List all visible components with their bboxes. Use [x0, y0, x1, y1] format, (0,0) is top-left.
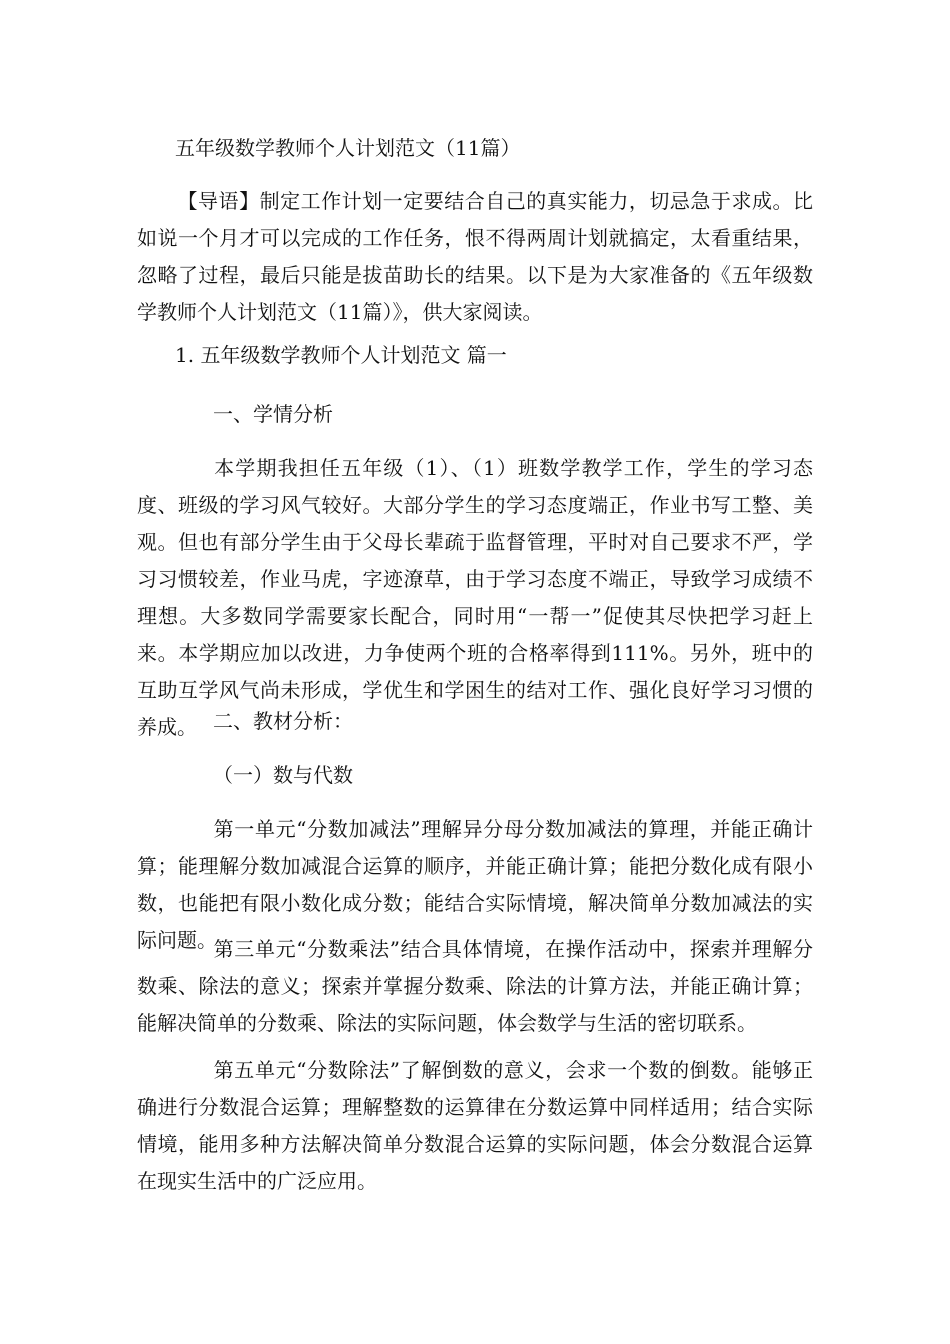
part1-text: 本学期我担任五年级（1）、（1）班数学教学工作，学生的学习态度、班级的学习风气较好。大部分学生的学习态度端正，作业书写工整、美观。但也有部分学生由于父母长辈疏于监督管理，平时对自己要求不严，学习习惯较差，作业马虎，字迹潦草，由于学习态度不端正，导致学习成绩不理想。大多数同学需要家长配合，同时用“一帮一”促使其尽快把学习赶上来。本学期应加以改进，力争使两个班的合格率得到111%。另外，班中的互助互学风气尚未形成，学优生和学困生的结对工作、强化良好学习习惯的养成。 — [137, 456, 813, 739]
unit3-paragraph — [137, 931, 813, 1042]
document-title: 五年级数学教师个人计划范文（11篇） — [175, 136, 521, 160]
part1-paragraph — [137, 450, 813, 746]
unit1-text: 第一单元“分数加减法”理解异分母分数加减法的算理，并能正确计算；能理解分数加减混合运算的顺序，并能正确计算；能把分数化成有限小数，也能把有限小数化成分数；能结合实际情境，解决简单分数加减法的实际问题。 — [137, 817, 813, 952]
part-heading-2: 二、教材分析： — [213, 709, 353, 733]
intro-paragraph — [137, 183, 813, 331]
unit5-paragraph — [137, 1052, 813, 1200]
sub-heading-1: （一）数与代数 — [213, 763, 353, 787]
unit5-text: 第五单元“分数除法”了解倒数的意义，会求一个数的倒数。能够正确进行分数混合运算；理解整数的运算律在分数运算中同样适用；结合实际情境，能用多种方法解决简单分数混合运算的实际问题，体会分数混合运算在现实生活中的广泛应用。 — [137, 1058, 813, 1193]
section-heading: 1. 五年级数学教师个人计划范文 篇一 — [175, 343, 507, 367]
unit3-text: 第三单元“分数乘法”结合具体情境，在操作活动中，探索并理解分数乘、除法的意义；探索并掌握分数乘、除法的计算方法，并能正确计算；能解决简单的分数乘、除法的实际问题，体会数学与生活的密切联系。 — [137, 937, 813, 1035]
part-heading-1: 一、学情分析 — [213, 402, 333, 426]
intro-text: 【导语】制定工作计划一定要结合自己的真实能力，切忌急于求成。比如说一个月才可以完成的工作任务，恨不得两周计划就搞定，太看重结果，忽略了过程，最后只能是拔苗助长的结果。以下是为大家准备的《五年级数学教师个人计划范文（11篇）》，供大家阅读。 — [137, 189, 813, 324]
